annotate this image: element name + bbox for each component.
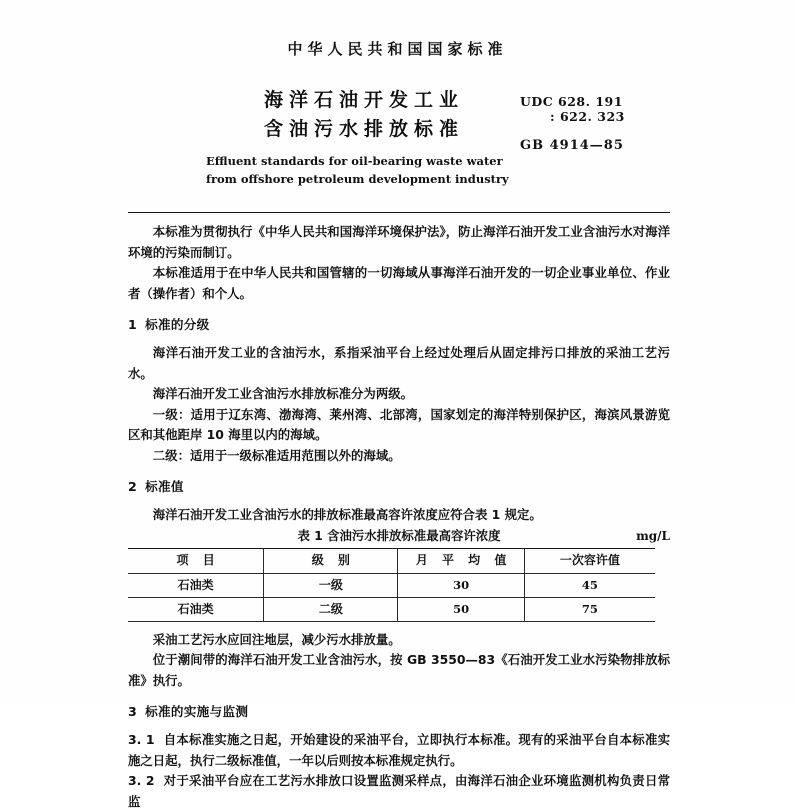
section-2-note-2: 位于潮间带的海洋石油开发工业含油污水，按 GB 3550—83《石油开发工业水污染物排放标准》执行。: [128, 652, 670, 688]
document-body: [128, 222, 670, 812]
section-1-grade-2: 二级：适用于一级标准适用范围以外的海域。: [152, 447, 401, 463]
spacer: [128, 335, 670, 343]
section-1-heading: [128, 315, 670, 335]
section-2-lead-text: 海洋石油开发工业含油污水的排放标准最高容许浓度应符合表 1 规定。: [152, 507, 542, 522]
chinese-title-line-2: 含油污水排放标准: [263, 118, 464, 140]
section-2-number: 2: [128, 479, 138, 494]
table-1-caption: [128, 526, 670, 546]
table-1-caption-text: 表 1 含油污水排放标准最高容许浓度: [297, 527, 501, 543]
title-block: [128, 86, 670, 206]
chinese-title: [214, 86, 514, 144]
section-3-item-3-2-text: 对于采油平台应在工艺污水排放口设置监测采样点，由海洋石油企业环境监测机构负责日常监: [128, 773, 671, 809]
cell-item: 石油类: [128, 597, 264, 621]
spacer: [128, 497, 670, 505]
chinese-title-line-1: 海洋石油开发工业: [263, 89, 464, 111]
column-header-item: 项 目: [128, 548, 264, 573]
national-standard-header: 中华人民共和国国家标准: [287, 40, 508, 58]
spacer: [128, 622, 670, 630]
column-header-single-allowance: 一次容许值: [524, 548, 655, 573]
column-header-grade: 级 别: [264, 548, 398, 573]
section-3-heading: [128, 702, 670, 722]
table-row: [128, 573, 655, 597]
section-1-paragraph-1: 海洋石油开发工业的含油污水，系指采油平台上经过处理后从固定排污口排放的采油工艺污水。: [128, 345, 670, 381]
cell-monthly-average: 30: [398, 573, 524, 597]
english-title: [206, 152, 566, 188]
english-title-line-1: Effluent standards for oil-bearing waste water: [206, 154, 503, 168]
section-1-grade-1: 一级：适用于辽东湾、渤海湾、莱州湾、北部湾，国家划定的海洋特别保护区，海滨风景游览区和其他距岸 10 海里以内的海域。: [128, 406, 670, 442]
section-3-item-3-1-number: 3. 1: [128, 732, 155, 747]
spacer: [128, 691, 670, 702]
section-1-paragraph-2: 海洋石油开发工业含油污水排放标准分为两级。: [152, 386, 413, 401]
section-3-title: 标准的实施与监测: [145, 704, 249, 719]
column-header-monthly-average: 月 平 均 值: [398, 548, 524, 573]
section-2-title: 标准值: [145, 479, 184, 494]
section-2-note-1: 采油工艺污水应回注地层，减少污水排放量。: [152, 631, 401, 647]
section-3-item-3-1-text: 自本标准实施之日起，开始建设的采油平台，立即执行本标准。现有的采油平台自本标准实施之日起，执行二级标准值，一年以后则按本标准规定执行。: [128, 732, 671, 768]
cell-single-allowance: 75: [524, 597, 655, 621]
section-3-item-3-1: [128, 730, 670, 771]
udc-code-line-1: UDC 628. 191: [520, 94, 623, 109]
header-divider-rule: [128, 212, 670, 213]
gb-standard-number: GB 4914—85: [520, 138, 624, 153]
cell-single-allowance: 45: [524, 573, 655, 597]
intro-paragraph-2: 本标准适用于在中华人民共和国管辖的一切海域从事海洋石油开发的一切企业事业单位、作业者（操作者）和个人。: [128, 265, 670, 301]
cell-grade: 二级: [264, 597, 398, 621]
english-title-line-2: from offshore petroleum development industry: [206, 172, 509, 186]
udc-code-line-2: : 622. 323: [550, 109, 625, 124]
table-1-unit: mg/L: [636, 528, 670, 543]
table-header-row: [128, 548, 655, 573]
cell-item: 石油类: [128, 573, 264, 597]
standard-code-block: [520, 94, 670, 153]
cell-grade: 一级: [264, 573, 398, 597]
section-3-item-3-2-number: 3. 2: [128, 773, 155, 788]
spacer: [128, 304, 670, 315]
section-2-heading: [128, 477, 670, 497]
section-3-number: 3: [128, 704, 138, 719]
intro-paragraph-1: 本标准为贯彻执行《中华人民共和国海洋环境保护法》，防止海洋石油开发工业含油污水对海洋环境的污染而制订。: [128, 224, 670, 260]
section-3-item-3-2: [128, 771, 670, 812]
section-1-title: 标准的分级: [145, 317, 210, 332]
table-1-discharge-limits: [128, 548, 655, 622]
cell-monthly-average: 50: [398, 597, 524, 621]
section-1-number: 1: [128, 317, 138, 332]
spacer: [128, 466, 670, 477]
spacer: [128, 722, 670, 730]
table-row: [128, 597, 655, 621]
